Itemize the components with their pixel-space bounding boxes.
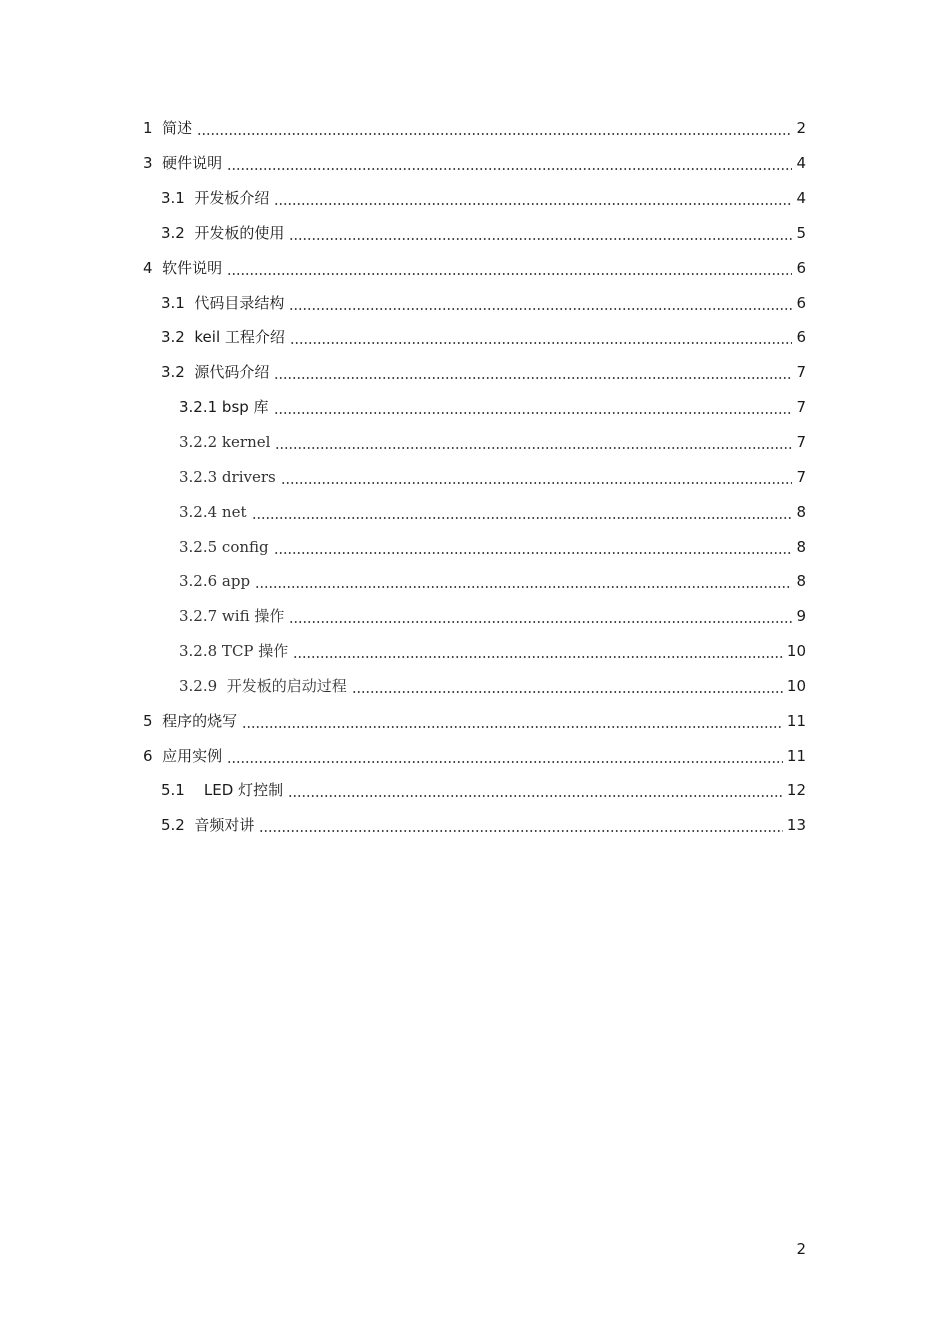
toc-dot-leader — [281, 482, 793, 484]
toc-entry[interactable] — [0, 390, 950, 425]
toc-dot-leader — [352, 691, 783, 693]
toc-entry[interactable] — [0, 425, 950, 460]
toc-entry[interactable] — [0, 111, 950, 146]
toc-entry-page: 10 — [786, 676, 806, 695]
toc-entry[interactable] — [0, 146, 950, 181]
toc-entry[interactable] — [0, 669, 950, 704]
toc-entry[interactable] — [0, 738, 950, 773]
toc-dot-leader — [288, 795, 783, 797]
toc-entry-page: 6 — [796, 293, 806, 312]
toc-entry[interactable] — [0, 250, 950, 285]
toc-dot-leader — [275, 447, 792, 449]
toc-dot-leader — [274, 377, 792, 379]
toc-entry[interactable] — [0, 529, 950, 564]
toc-entry[interactable] — [0, 703, 950, 738]
toc-entry-page: 7 — [796, 398, 806, 417]
toc-entry-page: 2 — [796, 119, 806, 138]
toc-entry[interactable] — [0, 285, 950, 320]
toc-entry-label: 3 硬件说明 — [143, 154, 223, 173]
toc-entry-page: 7 — [796, 467, 806, 486]
toc-entry[interactable] — [0, 181, 950, 216]
toc-entry-page: 7 — [796, 433, 806, 452]
toc-dot-leader — [242, 726, 783, 728]
toc-entry-label: 3.2 开发板的使用 — [161, 223, 285, 242]
toc-entry-label: 3.2.7 wifi 操作 — [179, 607, 285, 626]
toc-entry-label: 3.2.2 kernel — [179, 433, 271, 452]
toc-entry-page: 11 — [786, 746, 806, 765]
toc-dot-leader — [227, 168, 792, 170]
toc-dot-leader — [274, 412, 793, 414]
toc-dot-leader — [289, 621, 792, 623]
toc-entry-page: 12 — [786, 781, 806, 800]
toc-entry-label: 5 程序的烧写 — [143, 711, 238, 730]
toc-dot-leader — [289, 308, 792, 310]
toc-entry-page: 11 — [786, 711, 806, 730]
toc-entry[interactable] — [0, 494, 950, 529]
toc-entry[interactable] — [0, 808, 950, 843]
toc-entry-page: 4 — [796, 189, 806, 208]
toc-entry-label: 3.2.8 TCP 操作 — [179, 642, 289, 661]
table-of-contents — [0, 111, 950, 843]
toc-entry-label: 3.2 keil 工程介绍 — [161, 328, 285, 347]
toc-entry-page: 13 — [786, 816, 806, 835]
toc-entry[interactable] — [0, 634, 950, 669]
toc-entry[interactable] — [0, 320, 950, 355]
toc-entry-label: 3.2.1 bsp 库 — [179, 398, 269, 417]
toc-entry-page: 8 — [796, 572, 806, 591]
toc-entry-label: 3.2.6 app — [179, 572, 251, 591]
toc-entry-page: 6 — [796, 328, 806, 347]
toc-entry[interactable] — [0, 216, 950, 251]
toc-entry-label: 3.2.9 开发板的启动过程 — [179, 676, 347, 695]
toc-dot-leader — [227, 761, 783, 763]
toc-entry[interactable] — [0, 355, 950, 390]
toc-entry-label: 3.2.4 net — [179, 502, 247, 521]
toc-entry-page: 9 — [796, 607, 806, 626]
toc-entry-page: 8 — [796, 537, 806, 556]
toc-entry[interactable] — [0, 773, 950, 808]
toc-dot-leader — [255, 586, 792, 588]
toc-entry-label: 4 软件说明 — [143, 258, 223, 277]
toc-entry-label: 3.2.5 config — [179, 537, 269, 556]
toc-dot-leader — [252, 517, 793, 519]
toc-entry-label: 3.1 代码目录结构 — [161, 293, 285, 312]
toc-dot-leader — [290, 342, 793, 344]
toc-entry[interactable] — [0, 459, 950, 494]
toc-entry-page: 10 — [786, 642, 806, 661]
toc-entry-label: 3.2 源代码介绍 — [161, 363, 270, 382]
toc-entry-page: 6 — [796, 258, 806, 277]
toc-dot-leader — [227, 273, 792, 275]
toc-dot-leader — [293, 656, 783, 658]
toc-entry-page: 4 — [796, 154, 806, 173]
toc-entry-label: 5.1 LED 灯控制 — [161, 781, 284, 800]
toc-entry[interactable] — [0, 599, 950, 634]
toc-entry-label: 5.2 音频对讲 — [161, 816, 255, 835]
toc-entry-page: 5 — [796, 223, 806, 242]
page-number: 2 — [796, 1240, 806, 1258]
toc-entry-page: 7 — [796, 363, 806, 382]
toc-entry-label: 6 应用实例 — [143, 746, 223, 765]
toc-dot-leader — [259, 830, 783, 832]
toc-dot-leader — [274, 552, 793, 554]
toc-entry-label: 3.1 开发板介绍 — [161, 189, 270, 208]
toc-entry[interactable] — [0, 564, 950, 599]
toc-entry-label: 1 简述 — [143, 119, 193, 138]
toc-dot-leader — [274, 203, 792, 205]
toc-entry-label: 3.2.3 drivers — [179, 467, 276, 486]
toc-dot-leader — [289, 238, 792, 240]
toc-entry-page: 8 — [796, 502, 806, 521]
toc-dot-leader — [197, 133, 792, 135]
